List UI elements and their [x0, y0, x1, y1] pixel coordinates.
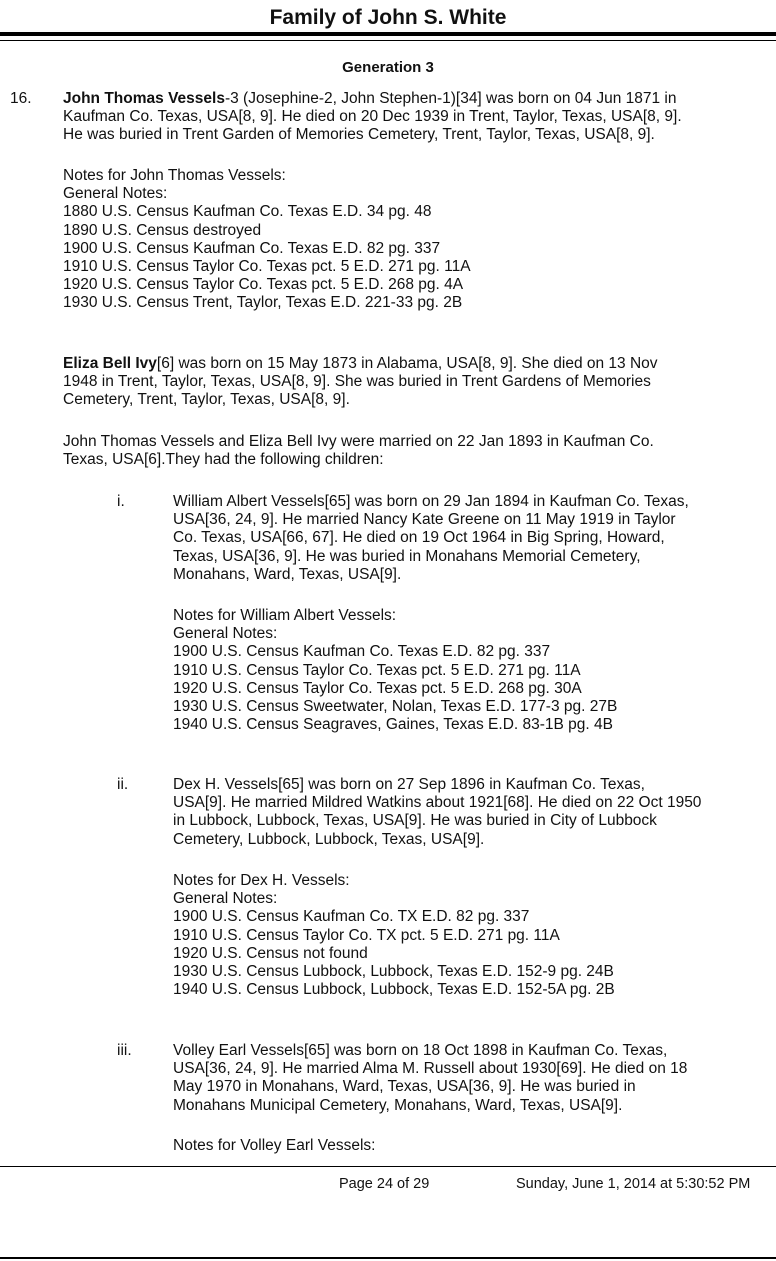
notes-line: Notes for William Albert Vessels:	[173, 607, 397, 624]
notes-line: General Notes:	[63, 185, 168, 203]
notes-line: 1910 U.S. Census Taylor Co. TX pct. 5 E.D. 271 pg. 11A	[173, 926, 560, 944]
marriage-statement	[63, 433, 654, 469]
child-notes	[173, 1137, 375, 1155]
notes-line: Notes for Dex H. Vessels:	[173, 872, 350, 889]
bottom-rule	[0, 1257, 776, 1259]
notes-line: 1930 U.S. Census Trent, Taylor, Texas E.D. 221-33 pg. 2B	[63, 294, 463, 312]
child-bio	[173, 1042, 687, 1115]
bio-line: John Thomas Vessels-3 (Josephine-2, John Stephen-1)[34] was born on 04 Jun 1871 in	[63, 90, 677, 107]
notes-line: 1880 U.S. Census Kaufman Co. Texas E.D. 34 pg. 48	[63, 203, 432, 221]
notes-line: 1900 U.S. Census Kaufman Co. Texas E.D. 82 pg. 337	[63, 239, 441, 257]
bio-line: Volley Earl Vessels[65] was born on 18 Oct 1898 in Kaufman Co. Texas,	[173, 1042, 668, 1059]
child-bio	[173, 776, 701, 849]
bio-line: Monahans, Ward, Texas, USA[9].	[173, 565, 402, 583]
bio-line: 1948 in Trent, Taylor, Texas, USA[8, 9]. She was buried in Trent Gardens of Memories	[63, 373, 651, 391]
notes-line: 1940 U.S. Census Lubbock, Lubbock, Texas E.D. 152-5A pg. 2B	[173, 981, 615, 999]
main-person-notes	[63, 167, 471, 313]
marriage-line: John Thomas Vessels and Eliza Bell Ivy were married on 22 Jan 1893 in Kaufman Co.	[63, 433, 654, 450]
header-rule-thick	[0, 32, 776, 36]
notes-line: General Notes:	[173, 625, 278, 643]
child-notes	[173, 607, 617, 734]
main-person-bio	[63, 90, 682, 145]
spouse-name: Eliza Bell Ivy	[63, 355, 157, 372]
bio-line: USA[36, 24, 9]. He married Nancy Kate Greene on 11 May 1919 in Taylor	[173, 511, 676, 529]
notes-line: General Notes:	[173, 890, 278, 908]
notes-line: 1890 U.S. Census destroyed	[63, 221, 262, 239]
bio-line: USA[36, 24, 9]. He married Alma M. Russell about 1930[69]. He died on 18	[173, 1060, 688, 1078]
bio-line: William Albert Vessels[65] was born on 29 Jan 1894 in Kaufman Co. Texas,	[173, 493, 689, 510]
notes-line: Notes for Volley Earl Vessels:	[173, 1137, 376, 1154]
child-numeral: iii.	[117, 1042, 132, 1059]
header-rule-thin	[0, 40, 776, 41]
generation-heading: Generation 3	[342, 59, 434, 76]
marriage-line: Texas, USA[6].They had the following children:	[63, 451, 384, 469]
notes-line: 1910 U.S. Census Taylor Co. Texas pct. 5 E.D. 271 pg. 11A	[173, 661, 581, 679]
page-title: Family of John S. White	[269, 6, 507, 29]
notes-line: 1900 U.S. Census Kaufman Co. Texas E.D. 82 pg. 337	[173, 643, 551, 661]
bio-line: May 1970 in Monahans, Ward, Texas, USA[36, 9]. He was buried in	[173, 1078, 636, 1096]
notes-line: 1920 U.S. Census not found	[173, 944, 368, 962]
bio-line: Texas, USA[36, 9]. He was buried in Monahans Memorial Cemetery,	[173, 547, 641, 565]
bio-line: Cemetery, Lubbock, Lubbock, Texas, USA[9].	[173, 830, 485, 848]
bio-line: Co. Texas, USA[66, 67]. He died on 19 Oct 1964 in Big Spring, Howard,	[173, 529, 665, 547]
bio-line: Kaufman Co. Texas, USA[8, 9]. He died on 20 Dec 1939 in Trent, Taylor, Texas, USA[8, 9].	[63, 108, 682, 126]
bio-line: Monahans Municipal Cemetery, Monahans, Ward, Texas, USA[9].	[173, 1096, 623, 1114]
notes-line: 1930 U.S. Census Sweetwater, Nolan, Texas E.D. 177-3 pg. 27B	[173, 698, 618, 716]
notes-line: 1910 U.S. Census Taylor Co. Texas pct. 5 E.D. 271 pg. 11A	[63, 258, 471, 276]
child-bio	[173, 493, 689, 584]
bio-line: USA[9]. He married Mildred Watkins about 1921[68]. He died on 22 Oct 1950	[173, 794, 702, 812]
notes-line: 1930 U.S. Census Lubbock, Lubbock, Texas E.D. 152-9 pg. 24B	[173, 963, 614, 981]
child-numeral: i.	[117, 493, 125, 510]
footer-rule	[0, 1166, 776, 1167]
bio-line: Eliza Bell Ivy[6] was born on 15 May 1873 in Alabama, USA[8, 9]. She died on 13 Nov	[63, 355, 658, 372]
page-number: Page 24 of 29	[339, 1176, 430, 1192]
child-numeral: ii.	[117, 776, 129, 793]
print-date: Sunday, June 1, 2014 at 5:30:52 PM	[516, 1176, 751, 1192]
notes-line: 1920 U.S. Census Taylor Co. Texas pct. 5 E.D. 268 pg. 4A	[63, 276, 464, 294]
bio-line: Dex H. Vessels[65] was born on 27 Sep 1896 in Kaufman Co. Texas,	[173, 776, 645, 793]
spouse-bio	[63, 355, 658, 410]
notes-line: 1900 U.S. Census Kaufman Co. TX E.D. 82 pg. 337	[173, 908, 530, 926]
notes-line: Notes for John Thomas Vessels:	[63, 167, 286, 184]
bio-line: Cemetery, Trent, Taylor, Texas, USA[8, 9].	[63, 391, 350, 409]
child-notes	[173, 872, 615, 999]
notes-line: 1920 U.S. Census Taylor Co. Texas pct. 5 E.D. 268 pg. 30A	[173, 679, 582, 697]
notes-line: 1940 U.S. Census Seagraves, Gaines, Texas E.D. 83-1B pg. 4B	[173, 716, 613, 734]
bio-line: in Lubbock, Lubbock, Texas, USA[9]. He was buried in City of Lubbock	[173, 812, 657, 830]
bio-line: He was buried in Trent Garden of Memories Cemetery, Trent, Taylor, Texas, USA[8, 9].	[63, 126, 655, 144]
person-name: John Thomas Vessels	[63, 90, 225, 107]
person-number: 16.	[10, 90, 32, 107]
